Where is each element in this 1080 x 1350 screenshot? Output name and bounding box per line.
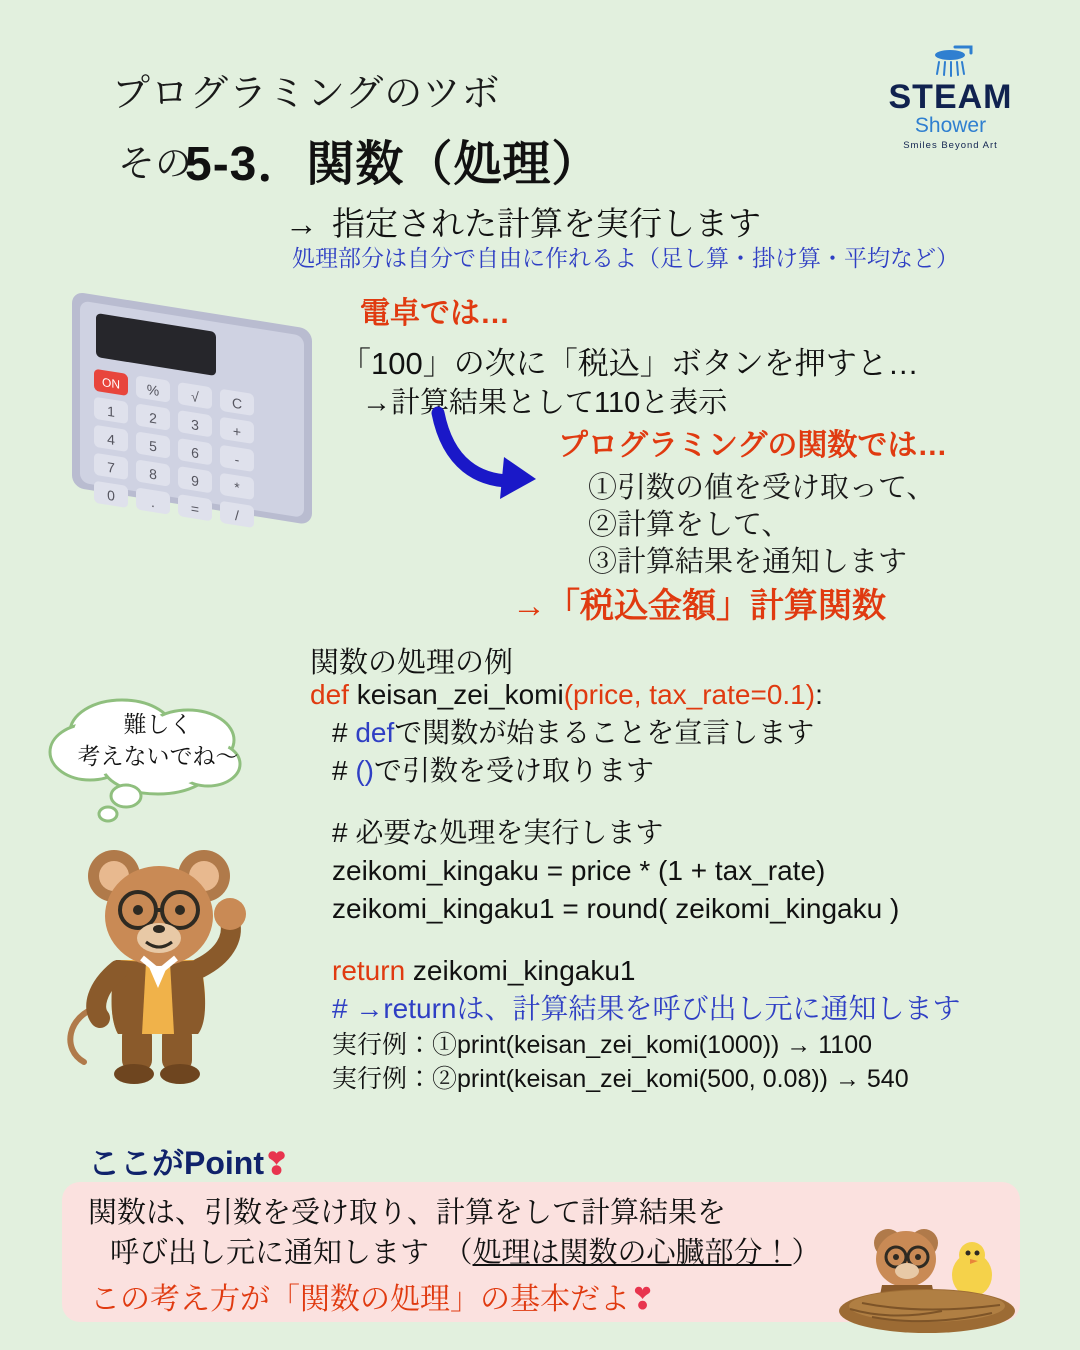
code-block — [310, 676, 1030, 1096]
svg-text:-: - — [234, 451, 240, 468]
shower-head-icon — [883, 44, 1018, 78]
point-line-2-a: 呼び出し元に通知します （ — [110, 1237, 473, 1269]
sono-text: その — [118, 143, 192, 184]
svg-text:ON: ON — [102, 375, 120, 392]
keyword-def: def — [310, 679, 349, 710]
cloud-line-2: 考えないでね〜 — [77, 743, 239, 769]
code-line-calc-1: zeikomi_kingaku = price * (1 + tax_rate) — [332, 855, 826, 886]
cloud-text — [58, 708, 258, 772]
point-line-3 — [90, 1274, 655, 1318]
point-label — [88, 1138, 289, 1184]
comment-2-keyword: () — [355, 755, 375, 786]
point-line-2-b: ） — [791, 1237, 821, 1269]
heart-icon: ❣ — [264, 1148, 290, 1181]
steam-shower-logo — [883, 44, 1018, 151]
svg-text:7: 7 — [107, 458, 115, 476]
point-line-2 — [110, 1230, 821, 1271]
heart-icon-2: ❣ — [630, 1283, 656, 1316]
svg-text:.: . — [151, 493, 155, 511]
code-line-return — [310, 952, 1030, 990]
svg-text:+: + — [232, 422, 242, 440]
code-example-1: 実行例：①print(keisan_zei_komi(1000)) → 1100 — [332, 1031, 873, 1059]
programming-step-1: ①引数の値を受け取って、 — [588, 472, 936, 504]
code-example-2: 実行例：②print(keisan_zei_komi(500, 0.08)) → 540 — [332, 1065, 909, 1093]
svg-text:2: 2 — [149, 409, 157, 427]
point-line-1: 関数は、引数を受け取り、計算をして計算結果を — [88, 1197, 727, 1229]
svg-text:5: 5 — [149, 437, 157, 455]
code-title: 関数の処理の例 — [310, 647, 514, 679]
svg-text:C: C — [231, 394, 243, 413]
svg-text:3: 3 — [191, 416, 199, 434]
svg-text:6: 6 — [191, 444, 199, 462]
svg-text:9: 9 — [191, 472, 199, 490]
svg-text:/: / — [235, 507, 239, 524]
kicker-text: プログラミングのツボ — [112, 73, 501, 115]
comment-1-keyword: def — [355, 717, 395, 748]
svg-text:√: √ — [191, 388, 199, 406]
subtitle-text: 指定された計算を実行します — [332, 205, 761, 242]
comment-1-rest: で関数が始まることを宣言します — [394, 717, 815, 748]
calculator-heading: 電卓では… — [360, 297, 510, 330]
calculator-line-2: →計算結果として110と表示 — [362, 387, 728, 419]
code-comment-2 — [310, 752, 1030, 790]
point-line-2-underline: 処理は関数の心臓部分！ — [472, 1237, 792, 1269]
svg-text:%: % — [146, 381, 160, 400]
code-line-def — [310, 679, 823, 710]
svg-text:*: * — [234, 478, 240, 496]
function-name: keisan_zei_komi — [348, 679, 564, 710]
code-line-calc-2: zeikomi_kingaku1 = round( zeikomi_kingaku ) — [332, 893, 900, 924]
subnote-text: 処理部分は自分で自由に作れるよ（足し算・掛け算・平均など） — [292, 245, 959, 271]
point-label-text: ここがPoint — [88, 1145, 264, 1181]
arrow-glyph: → — [285, 205, 318, 242]
programming-heading: プログラミングの関数では… — [558, 429, 948, 462]
svg-text:1: 1 — [107, 402, 115, 420]
hash-1: # — [332, 717, 356, 748]
nest-illustration — [832, 1199, 1022, 1334]
logo-shower-text: Shower — [914, 114, 987, 137]
svg-text:4: 4 — [107, 430, 115, 448]
mouse-mascot-illustration — [38, 810, 288, 1090]
svg-text:0: 0 — [107, 486, 115, 504]
keyword-return: return — [332, 955, 406, 986]
subtitle-line — [285, 198, 761, 245]
comment-2-rest: で引数を受け取ります — [374, 755, 655, 786]
hash-2: # — [332, 755, 356, 786]
code-comment-4: # →returnは、計算結果を呼び出し元に通知します — [332, 993, 961, 1024]
svg-text:=: = — [190, 500, 200, 518]
blue-curved-arrow-icon — [430, 405, 560, 505]
code-spacer-2 — [310, 928, 1030, 952]
code-spacer-1 — [310, 790, 1030, 814]
point-line-3-text: この考え方が「関数の処理」の基本だよ — [90, 1283, 630, 1316]
calculator-illustration — [58, 285, 358, 535]
cloud-line-1: 難しく — [123, 711, 193, 737]
programming-step-2: ②計算をして、 — [588, 509, 791, 541]
page-title: 5-3．関数（処理） — [185, 138, 601, 191]
programming-result: →「税込金額」計算関数 — [512, 587, 886, 625]
function-signature: (price, tax_rate=0.1) — [563, 679, 816, 710]
logo-tagline: Smiles Beyond Art — [903, 140, 998, 151]
colon-glyph: : — [815, 679, 823, 710]
programming-step-3: ③計算結果を通知します — [588, 546, 908, 578]
return-value: zeikomi_kingaku1 — [405, 955, 636, 986]
calculator-line-1: 「100」の次に「税込」ボタンを押すと… — [340, 346, 919, 381]
code-comment-3: # 必要な処理を実行します — [332, 817, 664, 848]
svg-text:8: 8 — [149, 465, 157, 483]
code-comment-1 — [310, 714, 1030, 752]
logo-steam-text: STEAM — [888, 78, 1013, 116]
